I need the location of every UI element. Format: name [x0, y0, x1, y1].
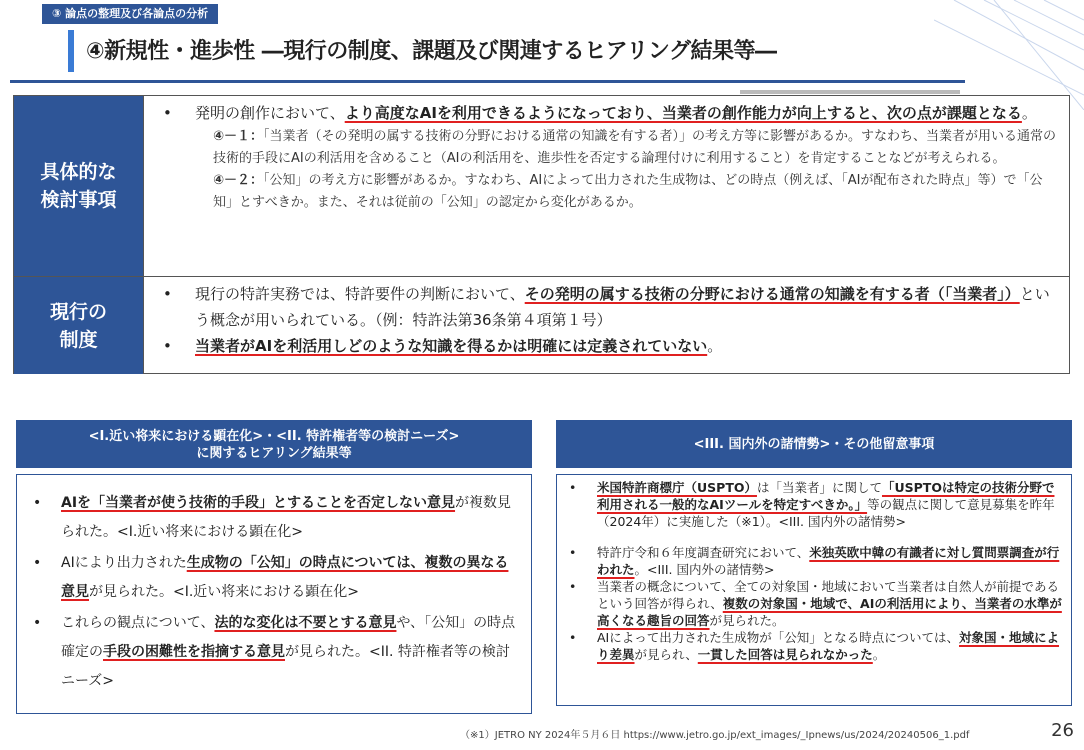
text: や、「公知」の時点確定の — [61, 615, 516, 660]
emphasis-text: 対象国・地域により差異 — [597, 630, 1060, 662]
emphasis-text: 米国特許商標庁（USPTO） — [597, 480, 757, 495]
emphasis-text: より高度なAIを利用できるようになっており、当業者の創作能力が向上すると、次の点が課題となる — [344, 104, 1022, 122]
global-trends-header: <III. 国内外の諸情勢>・その他留意事項 — [556, 420, 1072, 468]
footnote: （※1）JETRO NY 2024年５月６日 https://www.jetro.go.jp/ext_images/_Ipnews/us/2024/20240506_1.pdf — [460, 730, 970, 741]
text: 等の観点に関して意見募集を昨年（2024年）に実施した（※1）。<III. 国内外の諸情勢> — [597, 497, 1055, 529]
row-header-current-system: 現行の 制度 — [14, 277, 144, 374]
system-bullet-1 — [153, 281, 1059, 333]
text: AIによって出力された生成物が「公知」となる時点については、 — [597, 630, 959, 645]
row-body-issues — [145, 96, 1069, 276]
emphasis-text: 複数の対象国・地域で、AIの利活用により、当業者の水準が高くなる趣旨の回答 — [597, 596, 1062, 628]
emphasis-text: 法的な変化は不要とする意見 — [214, 615, 397, 631]
emphasis-text: 一貫した回答は見られなかった — [697, 647, 873, 662]
corner-decoration — [934, 0, 1084, 110]
sub-label: ④－１： — [213, 129, 264, 144]
sub-text: 「公知」の考え方に影響があるか。すなわち、AIによって出力された生成物は、どの時点（例えば、「AIが配布された時点」等）で「公知」とすべきか。また、それは従前の「公知」の認定から変化があるか。 — [213, 173, 1043, 210]
text: AIにより出力された — [61, 555, 187, 571]
table-row-issues — [14, 96, 1069, 277]
text: が見られた。<I.近い将来における顕在化> — [89, 584, 360, 600]
text: 発明の創作において、 — [195, 104, 345, 122]
emphasis-text: 「USPTOは特定の技術分野で利用される一般的なAIツールを特定すべきか。」 — [597, 480, 1055, 512]
issue-sub-1 — [153, 126, 1059, 170]
text: これらの観点について、 — [61, 615, 215, 631]
issue-bullet — [153, 100, 1059, 126]
hearing-results-box — [16, 474, 532, 714]
global-trends-box — [556, 474, 1072, 706]
sub-text: 「当業者（その発明の属する技術の分野における通常の知識を有する者）」の考え方等に影響があるか。すなわち、当業者が用いる通常の技術的手段にAIの利活用を含めること（AIの利活用を、進歩性を否定する論理付けに利用すること）を肯定することなどが考えられる。 — [213, 129, 1057, 166]
text: が見られ、 — [634, 647, 698, 662]
list-item — [27, 489, 517, 547]
page-title: ④新規性・進歩性 ―現行の制度、課題及び関連するヒアリング結果等― — [86, 39, 777, 64]
text: 。 — [707, 337, 723, 355]
text: 。 — [1021, 104, 1037, 122]
row-body-current-system — [145, 277, 1069, 374]
text: 。 — [872, 647, 886, 662]
list-item — [27, 549, 517, 607]
main-table — [13, 95, 1070, 374]
text: 特許庁令和６年度調査研究において、 — [597, 545, 810, 560]
text: 。<III. 国内外の諸情勢> — [634, 562, 775, 577]
emphasis-text: 米独英欧中韓の有識者に対し質問票調査が行われた — [597, 545, 1060, 577]
row-header-issues: 具体的な 検討事項 — [14, 96, 144, 276]
text: 現行の特許実務では、特許要件の判断において、 — [195, 285, 525, 303]
title-underline — [10, 80, 965, 83]
emphasis-text: 手段の困難性を指摘する意見 — [103, 644, 285, 660]
issue-sub-2 — [153, 170, 1059, 214]
text: が複数見られた。<I.近い将来における顕在化> — [61, 495, 512, 540]
sub-label: ④－２： — [213, 173, 264, 188]
page-number: 26 — [1051, 720, 1074, 741]
system-bullet-2 — [153, 333, 1059, 359]
table-row-current-system — [14, 277, 1069, 374]
list-item — [563, 479, 1063, 530]
title-underline-gray — [740, 90, 960, 94]
text: 当業者の概念について、全ての対象国・地域において当業者は自然人が前提であるという回答が得られ、 — [597, 579, 1060, 611]
section-tag: ③ 論点の整理及び各論点の分析 — [42, 4, 218, 24]
text: という概念が用いられている。（例：特許法第36条第４項第１号） — [195, 285, 1050, 329]
emphasis-text: AIを「当業者が使う技術的手段」とすることを否定しない意見 — [61, 495, 456, 511]
emphasis-text: 当業者がAIを利活用しどのような知識を得るかは明確には定義されていない — [195, 337, 708, 355]
list-item — [563, 629, 1063, 663]
list-item — [27, 609, 517, 696]
text: は「当業者」に関して — [756, 480, 882, 495]
hearing-results-header — [16, 420, 532, 468]
text: が見られた。<II. 特許権者等の検討ニーズ> — [61, 644, 510, 689]
text: が見られた。 — [709, 613, 785, 628]
emphasis-text: その発明の属する技術の分野における通常の知識を有する者（「当業者」） — [524, 285, 1020, 303]
emphasis-text: 生成物の「公知」の時点については、複数の異なる意見 — [61, 555, 509, 600]
header-text: <I.近い将来における顕在化>・<II. 特許権者等の検討ニーズ> に関するヒアリング結果等 — [88, 429, 460, 461]
list-item — [563, 544, 1063, 578]
list-item — [563, 578, 1063, 629]
title-accent-bar — [68, 30, 74, 72]
